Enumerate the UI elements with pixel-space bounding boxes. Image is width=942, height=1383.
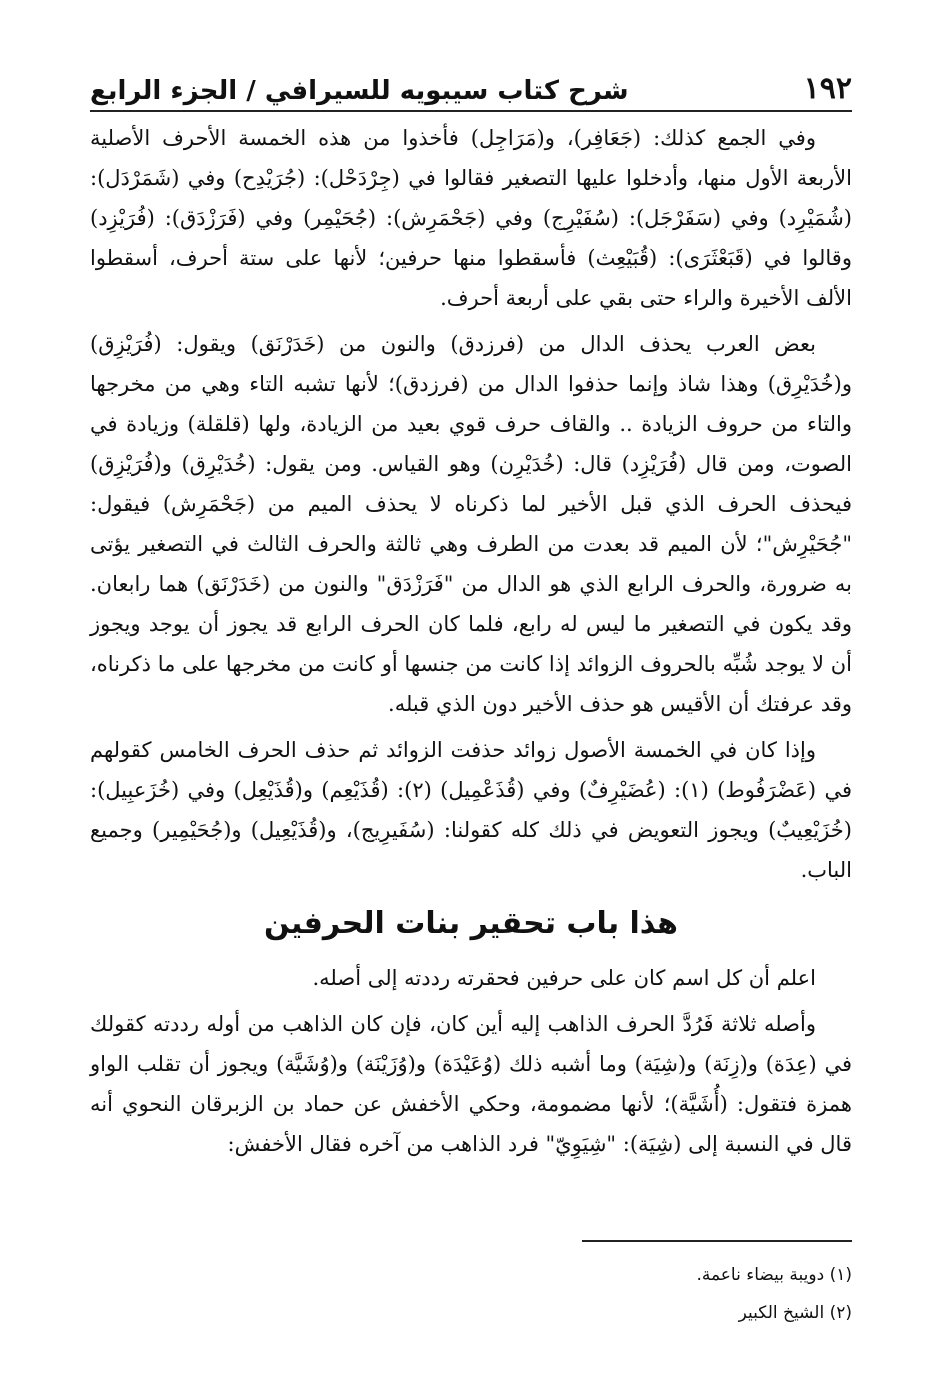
- footnote-separator: [582, 1240, 852, 1242]
- footnotes: [90, 1256, 852, 1332]
- section-heading: هذا باب تحقير بنات الحرفين: [264, 906, 678, 941]
- paragraph-plural-forms: وفي الجمع كذلك: (جَعَافِر)، و(مَرَاجِل) فأخذوا من هذه الخمسة الأحرف الأصلية الأربعة الأول منها، وأدخلوا عليها التصغير فقالوا في (جِرْدَحْل): (جُرَيْدِح) وفي (شَمَرْدَل): (شُمَيْرِد) وفي (سَفَرْجَل): (سُفَيْرِج) وفي (جَحْمَرِش): (جُحَيْمِر) وفي (فَرَزْدَق): (فُرَيْزِد) وقالوا في (قَبَعْثَرَى): (قُبَيْعِث) فأسقطوا منها حرفين؛ لأنها على ستة أحرف، أسقطوا الألف الأخيرة والراء حتى بقي على أربعة أحرف.: [90, 126, 852, 310]
- page-number: ١٩٢: [803, 71, 852, 106]
- paragraph-restoration: وأصله ثلاثة فَرُدَّ الحرف الذاهب إليه أين كان، فإن كان الذاهب من أوله رددته كقولك في (عِدَة) و(زِنَة) و(شِيَة) وما أشبه ذلك (وُعَيْدَة) و(وُزَيْنَة) و(وُشَيَّة) ويجوز أن تقلب الواو همزة فتقول: (أُشَيَّة)؛ لأنها مضمومة، وحكي الأخفش عن حماد بن الزبرقان النحوي أنه قال في النسبة إلى (شِيَة): "شِيَوِيّ" فرد الذاهب من آخره فقال الأخفش:: [90, 1012, 852, 1156]
- paragraph-extra-letters: وإذا كان في الخمسة الأصول زوائد حذفت الزوائد ثم حذف الحرف الخامس كقولهم في (عَضْرَفُوط) (١): (عُضَيْرِفٌ) وفي (قُذَعْمِيل) (٢): (قُذَيْعِم) و(قُذَيْعِل) وفي (خُزَعبِيل): (خُزَيْعِيبٌ) ويجوز التعويض في ذلك كله كقولنا: (سُفَيرِيج)، و(قُذَيْعِيل) و(جُحَيْمِير) وجميع الباب.: [90, 738, 852, 882]
- footnote-1: (١) دويبة بيضاء ناعمة.: [696, 1265, 852, 1285]
- running-title: شرح كتاب سيبويه للسيرافي / الجزء الرابع: [90, 76, 629, 106]
- running-head: [90, 60, 852, 112]
- paragraph-dal-deletion: بعض العرب يحذف الدال من (فرزدق) والنون من (خَدَرْنَق) ويقول: (فُرَيْزِق) و(خُدَيْرِق) وهذا شاذ وإنما حذفوا الدال من (فرزدق)؛ لأنها تشبه التاء وهي من مخرجها والتاء من حروف الزيادة .. والقاف حرف قوي بعيد من الزيادة، ولها (قلقلة) وزيادة في الصوت، ومن قال (فُرَيْزِد) قال: (خُدَيْرِن) وهو القياس. ومن يقول: (خُدَيْرِق) و(فُرَيْزِق) فيحذف الحرف الذي قبل الأخير لما ذكرناه لا يحذف الميم من (جَحْمَرِش) فيقول: "جُحَيْرِش"؛ لأن الميم قد بعدت من الطرف وهي ثالثة والحرف الثالث في التصغير يؤتى به ضرورة، والحرف الرابع الذي هو الدال من "فَرَزْدَق" والنون من (خَدَرْنَق) هما رابعان. وقد يكون في التصغير ما ليس له رابع، فلما كان الحرف الرابع قد يجوز أن يوجد ويجوز أن لا يوجد شُبِّه بالحروف الزوائد إذا كانت من جنسها أو كانت من مخرجها على ما ذكرناه، وقد عرفتك أن الأقيس هو حذف الأخير دون الذي قبله.: [90, 332, 852, 716]
- main-text: [90, 118, 852, 1170]
- footnote-2: (٢) الشيخ الكبير: [738, 1303, 852, 1323]
- paragraph-two-letter-intro: اعلم أن كل اسم كان على حرفين فحقرته رددته إلى أصله.: [312, 966, 816, 990]
